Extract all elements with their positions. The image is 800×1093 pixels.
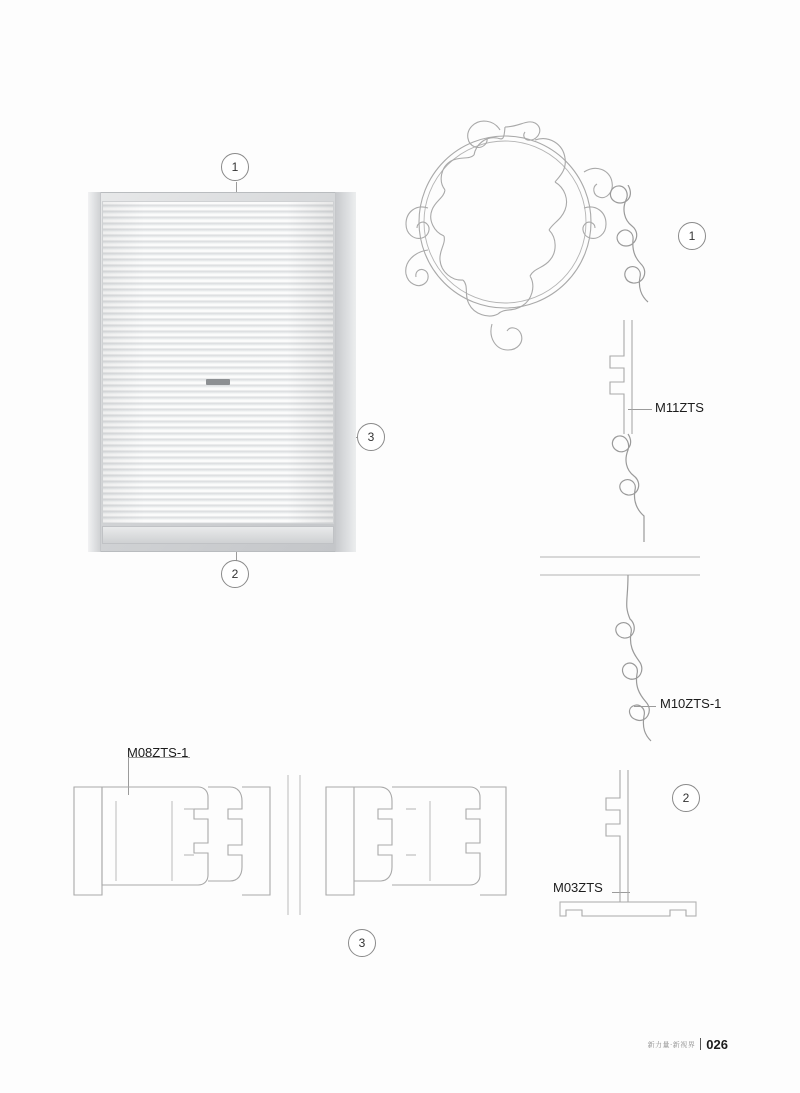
callout-3-plan[interactable] bbox=[348, 929, 376, 957]
footer-divider bbox=[700, 1038, 701, 1050]
callout-label: 2 bbox=[231, 567, 239, 581]
shutter-bottom-rail bbox=[102, 526, 334, 544]
shutter-left-rail bbox=[88, 192, 101, 552]
callout-3-shutter[interactable] bbox=[357, 423, 385, 451]
publisher-mark: 新力量·新视界 bbox=[647, 1041, 696, 1049]
vertical-section-profile bbox=[540, 185, 700, 945]
rolling-shutter-photo bbox=[88, 192, 356, 552]
part-label-m11zts: M11ZTS bbox=[655, 400, 704, 415]
callout-2-section[interactable] bbox=[672, 784, 700, 812]
callout-1-shutter[interactable] bbox=[221, 153, 249, 181]
shutter-slat-area bbox=[102, 201, 334, 524]
callout-2-shutter[interactable] bbox=[221, 560, 249, 588]
part-label-m10zts-1: M10ZTS-1 bbox=[660, 696, 722, 711]
callout-label: 1 bbox=[231, 160, 239, 174]
page-footer bbox=[648, 1038, 728, 1051]
part-label-m08zts-1: M08ZTS-1 bbox=[127, 745, 189, 760]
page-number: 026 bbox=[706, 1037, 728, 1052]
callout-label: 3 bbox=[358, 936, 366, 950]
callout-label: 1 bbox=[688, 229, 696, 243]
shutter-handle bbox=[206, 379, 230, 385]
shutter-shading bbox=[103, 202, 333, 523]
callout-label: 3 bbox=[367, 430, 375, 444]
shutter-right-rail bbox=[335, 192, 356, 552]
part-label-m03zts: M03ZTS bbox=[553, 880, 603, 895]
horizontal-plan-section-detail bbox=[60, 775, 520, 915]
callout-label: 2 bbox=[682, 791, 690, 805]
callout-1-grille[interactable] bbox=[678, 222, 706, 250]
